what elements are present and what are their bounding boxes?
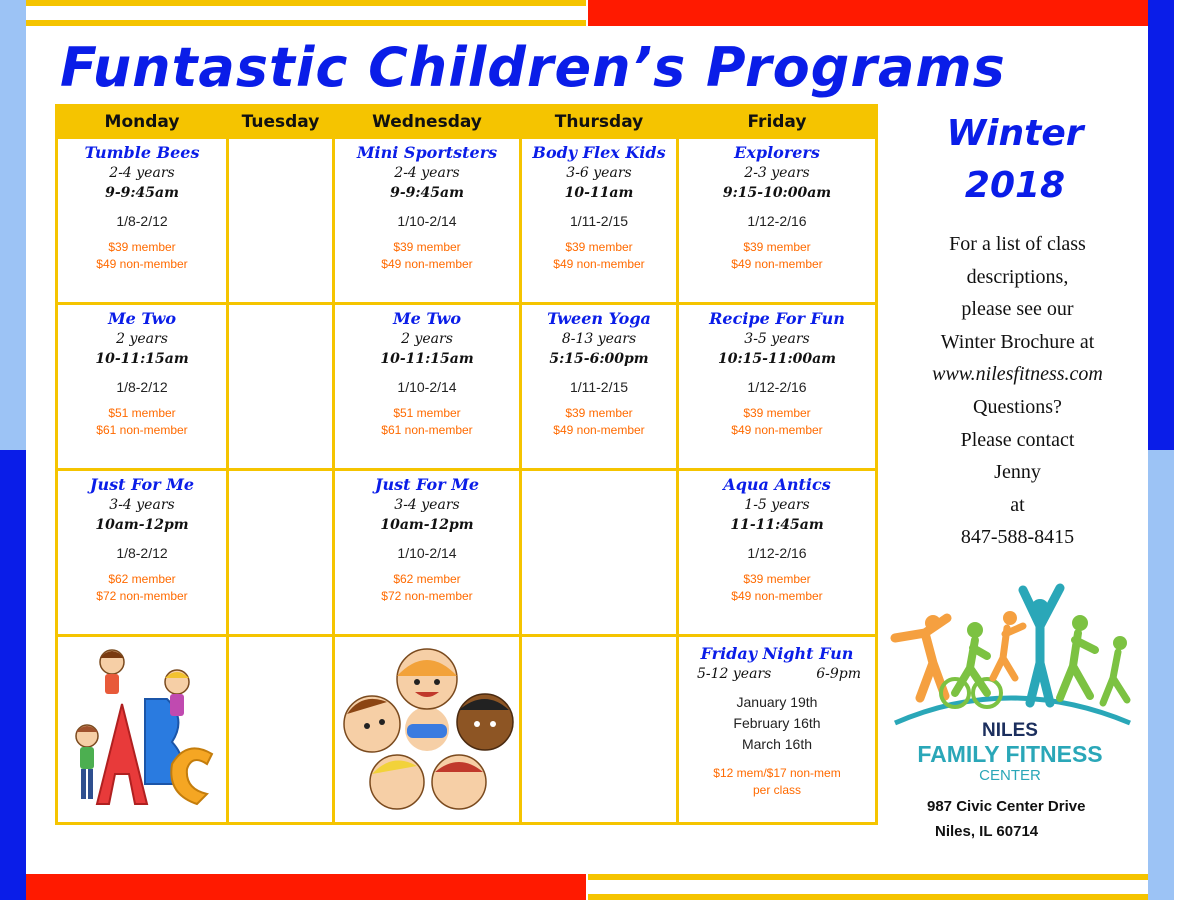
logo-line-center: CENTER bbox=[979, 767, 1041, 784]
info-line: please see our bbox=[961, 298, 1074, 321]
class-dates: 1/11-2/15 bbox=[569, 213, 629, 229]
address-city: Niles, IL 60714 bbox=[935, 823, 1039, 840]
season-year: 2018 bbox=[964, 165, 1066, 206]
class-dates: 1/10-2/14 bbox=[397, 213, 457, 229]
nonmember-price: $61 non-member bbox=[381, 423, 473, 437]
abc-kids-illustration bbox=[57, 636, 228, 824]
day-header-tuesday: Tuesday bbox=[228, 106, 334, 138]
member-price: $62 member bbox=[393, 572, 461, 586]
class-dates: 1/8-2/12 bbox=[116, 379, 168, 395]
class-name: Friday Night Fun bbox=[700, 644, 854, 663]
class-name: Me Two bbox=[107, 309, 177, 328]
info-line: For a list of class bbox=[949, 233, 1086, 255]
nonmember-price: $49 non-member bbox=[731, 257, 823, 271]
event-price-unit: per class bbox=[752, 783, 802, 797]
class-ages: 2-4 years bbox=[109, 165, 175, 181]
table-row bbox=[57, 470, 877, 636]
class-cell bbox=[334, 138, 521, 304]
class-dates: 1/10-2/14 bbox=[397, 545, 457, 561]
class-ages: 3-6 years bbox=[566, 165, 632, 181]
class-cell bbox=[678, 304, 877, 470]
class-ages: 1-5 years bbox=[744, 497, 810, 513]
member-price: $39 member bbox=[565, 240, 633, 254]
top-red-stripe bbox=[588, 0, 1148, 26]
class-dates: 1/8-2/12 bbox=[116, 545, 168, 561]
bottom-yellow-stripe-lower bbox=[588, 894, 1148, 900]
kids-huddle-illustration bbox=[334, 636, 521, 824]
website-link[interactable]: www.nilesfitness.com bbox=[932, 363, 1103, 386]
day-header-thursday: Thursday bbox=[521, 106, 678, 138]
class-time: 6-9pm bbox=[816, 666, 861, 682]
class-ages: 8-13 years bbox=[561, 331, 637, 347]
class-time: 11-11:45am bbox=[730, 517, 824, 533]
class-time: 10-11:15am bbox=[95, 351, 189, 367]
logo-line-niles: NILES bbox=[982, 720, 1038, 741]
class-time: 9-9:45am bbox=[105, 185, 179, 201]
class-name: Mini Sportsters bbox=[356, 143, 498, 162]
day-header-friday: Friday bbox=[678, 106, 877, 138]
class-name: Body Flex Kids bbox=[532, 143, 666, 162]
left-lightblue-stripe bbox=[0, 0, 26, 450]
class-time: 10-11:15am bbox=[380, 351, 474, 367]
class-dates: 1/12-2/16 bbox=[747, 545, 807, 561]
empty-cell bbox=[521, 470, 678, 636]
class-dates: 1/10-2/14 bbox=[397, 379, 457, 395]
class-time: 10am-12pm bbox=[380, 517, 474, 533]
class-name: Tumble Bees bbox=[84, 143, 200, 162]
bottom-red-stripe bbox=[26, 874, 586, 900]
right-lightblue-stripe bbox=[1148, 450, 1174, 900]
class-name: Just For Me bbox=[89, 475, 195, 494]
class-cell bbox=[57, 304, 228, 470]
friday-night-dates bbox=[679, 692, 875, 755]
class-time: 9:15-10:00am bbox=[722, 185, 832, 201]
class-ages: 2-4 years bbox=[394, 165, 460, 181]
class-time: 9-9:45am bbox=[390, 185, 464, 201]
empty-cell bbox=[228, 138, 334, 304]
class-ages: 2 years bbox=[401, 331, 453, 347]
class-dates: 1/11-2/15 bbox=[569, 379, 629, 395]
logo-line-family-fitness: FAMILY FITNESS bbox=[917, 741, 1103, 767]
empty-cell bbox=[228, 470, 334, 636]
friday-night-age-time bbox=[679, 664, 875, 684]
class-time: 10am-12pm bbox=[95, 517, 189, 533]
nonmember-price: $72 non-member bbox=[96, 589, 188, 603]
table-row bbox=[57, 636, 877, 824]
left-blue-stripe bbox=[0, 450, 26, 900]
class-name: Aqua Antics bbox=[723, 475, 831, 494]
class-ages: 3-4 years bbox=[109, 497, 175, 513]
nonmember-price: $49 non-member bbox=[553, 423, 645, 437]
table-row bbox=[57, 138, 877, 304]
top-yellow-stripe-lower bbox=[26, 20, 586, 26]
class-cell bbox=[334, 304, 521, 470]
event-date: March 16th bbox=[741, 736, 813, 752]
top-yellow-stripe bbox=[26, 0, 586, 6]
nonmember-price: $49 non-member bbox=[553, 257, 645, 271]
info-line: Please contact bbox=[960, 428, 1075, 451]
class-ages: 2-3 years bbox=[744, 165, 810, 181]
class-cell bbox=[678, 138, 877, 304]
info-text bbox=[905, 228, 1130, 554]
address-street: 987 Civic Center Drive bbox=[927, 798, 1086, 815]
info-line: Questions? bbox=[973, 395, 1062, 418]
class-ages: 3-5 years bbox=[744, 331, 810, 347]
member-price: $51 member bbox=[393, 406, 461, 420]
nonmember-price: $72 non-member bbox=[381, 589, 473, 603]
phone-number: 847-588-8415 bbox=[960, 526, 1075, 549]
member-price: $39 member bbox=[393, 240, 461, 254]
class-name: Explorers bbox=[734, 143, 820, 162]
member-price: $39 member bbox=[743, 240, 811, 254]
empty-cell bbox=[521, 636, 678, 824]
nonmember-price: $49 non-member bbox=[731, 423, 823, 437]
class-cell bbox=[57, 470, 228, 636]
class-dates: 1/12-2/16 bbox=[747, 379, 807, 395]
class-time: 5:15-6:00pm bbox=[549, 351, 649, 367]
member-price: $39 member bbox=[108, 240, 176, 254]
class-name: Tween Yoga bbox=[547, 309, 651, 328]
class-ages: 3-4 years bbox=[394, 497, 460, 513]
kids-huddle-illustration-graphic bbox=[337, 644, 517, 814]
day-header-row bbox=[57, 106, 877, 138]
info-line: Winter Brochure at bbox=[940, 330, 1095, 353]
class-time: 10-11am bbox=[564, 185, 634, 201]
page-title: Funtastic Children’s Programs bbox=[60, 36, 1006, 99]
member-price: $62 member bbox=[108, 572, 176, 586]
member-price: $39 member bbox=[565, 406, 633, 420]
class-cell bbox=[334, 470, 521, 636]
event-date: January 19th bbox=[736, 694, 818, 710]
nonmember-price: $49 non-member bbox=[381, 257, 473, 271]
member-price: $39 member bbox=[743, 572, 811, 586]
class-name: Me Two bbox=[392, 309, 462, 328]
schedule-table bbox=[55, 104, 878, 825]
class-cell bbox=[678, 470, 877, 636]
event-price: $12 mem/$17 non-mem bbox=[713, 766, 841, 780]
class-ages: 2 years bbox=[116, 331, 168, 347]
abc-kids-illustration-graphic bbox=[67, 644, 217, 814]
friday-night-cell bbox=[678, 636, 877, 824]
nonmember-price: $61 non-member bbox=[96, 423, 188, 437]
member-price: $51 member bbox=[108, 406, 176, 420]
bottom-yellow-stripe bbox=[588, 874, 1148, 880]
class-dates: 1/8-2/12 bbox=[116, 213, 168, 229]
class-name: Just For Me bbox=[374, 475, 480, 494]
class-cell bbox=[57, 138, 228, 304]
class-ages: 5-12 years bbox=[697, 666, 772, 682]
table-row bbox=[57, 304, 877, 470]
member-price: $39 member bbox=[743, 406, 811, 420]
season-label bbox=[900, 108, 1130, 212]
empty-cell bbox=[228, 636, 334, 824]
class-time: 10:15-11:00am bbox=[718, 351, 836, 367]
info-line: at bbox=[1010, 493, 1025, 516]
class-cell bbox=[521, 138, 678, 304]
class-name: Recipe For Fun bbox=[709, 309, 845, 328]
day-header-wednesday: Wednesday bbox=[334, 106, 521, 138]
day-header-monday: Monday bbox=[57, 106, 228, 138]
event-date: February 16th bbox=[733, 715, 821, 731]
info-line: Jenny bbox=[994, 461, 1041, 484]
nonmember-price: $49 non-member bbox=[731, 589, 823, 603]
season-name: Winter bbox=[946, 113, 1084, 154]
nonmember-price: $49 non-member bbox=[96, 257, 188, 271]
class-cell bbox=[521, 304, 678, 470]
class-dates: 1/12-2/16 bbox=[747, 213, 807, 229]
empty-cell bbox=[228, 304, 334, 470]
right-blue-stripe bbox=[1148, 0, 1174, 450]
info-line: descriptions, bbox=[966, 265, 1069, 288]
